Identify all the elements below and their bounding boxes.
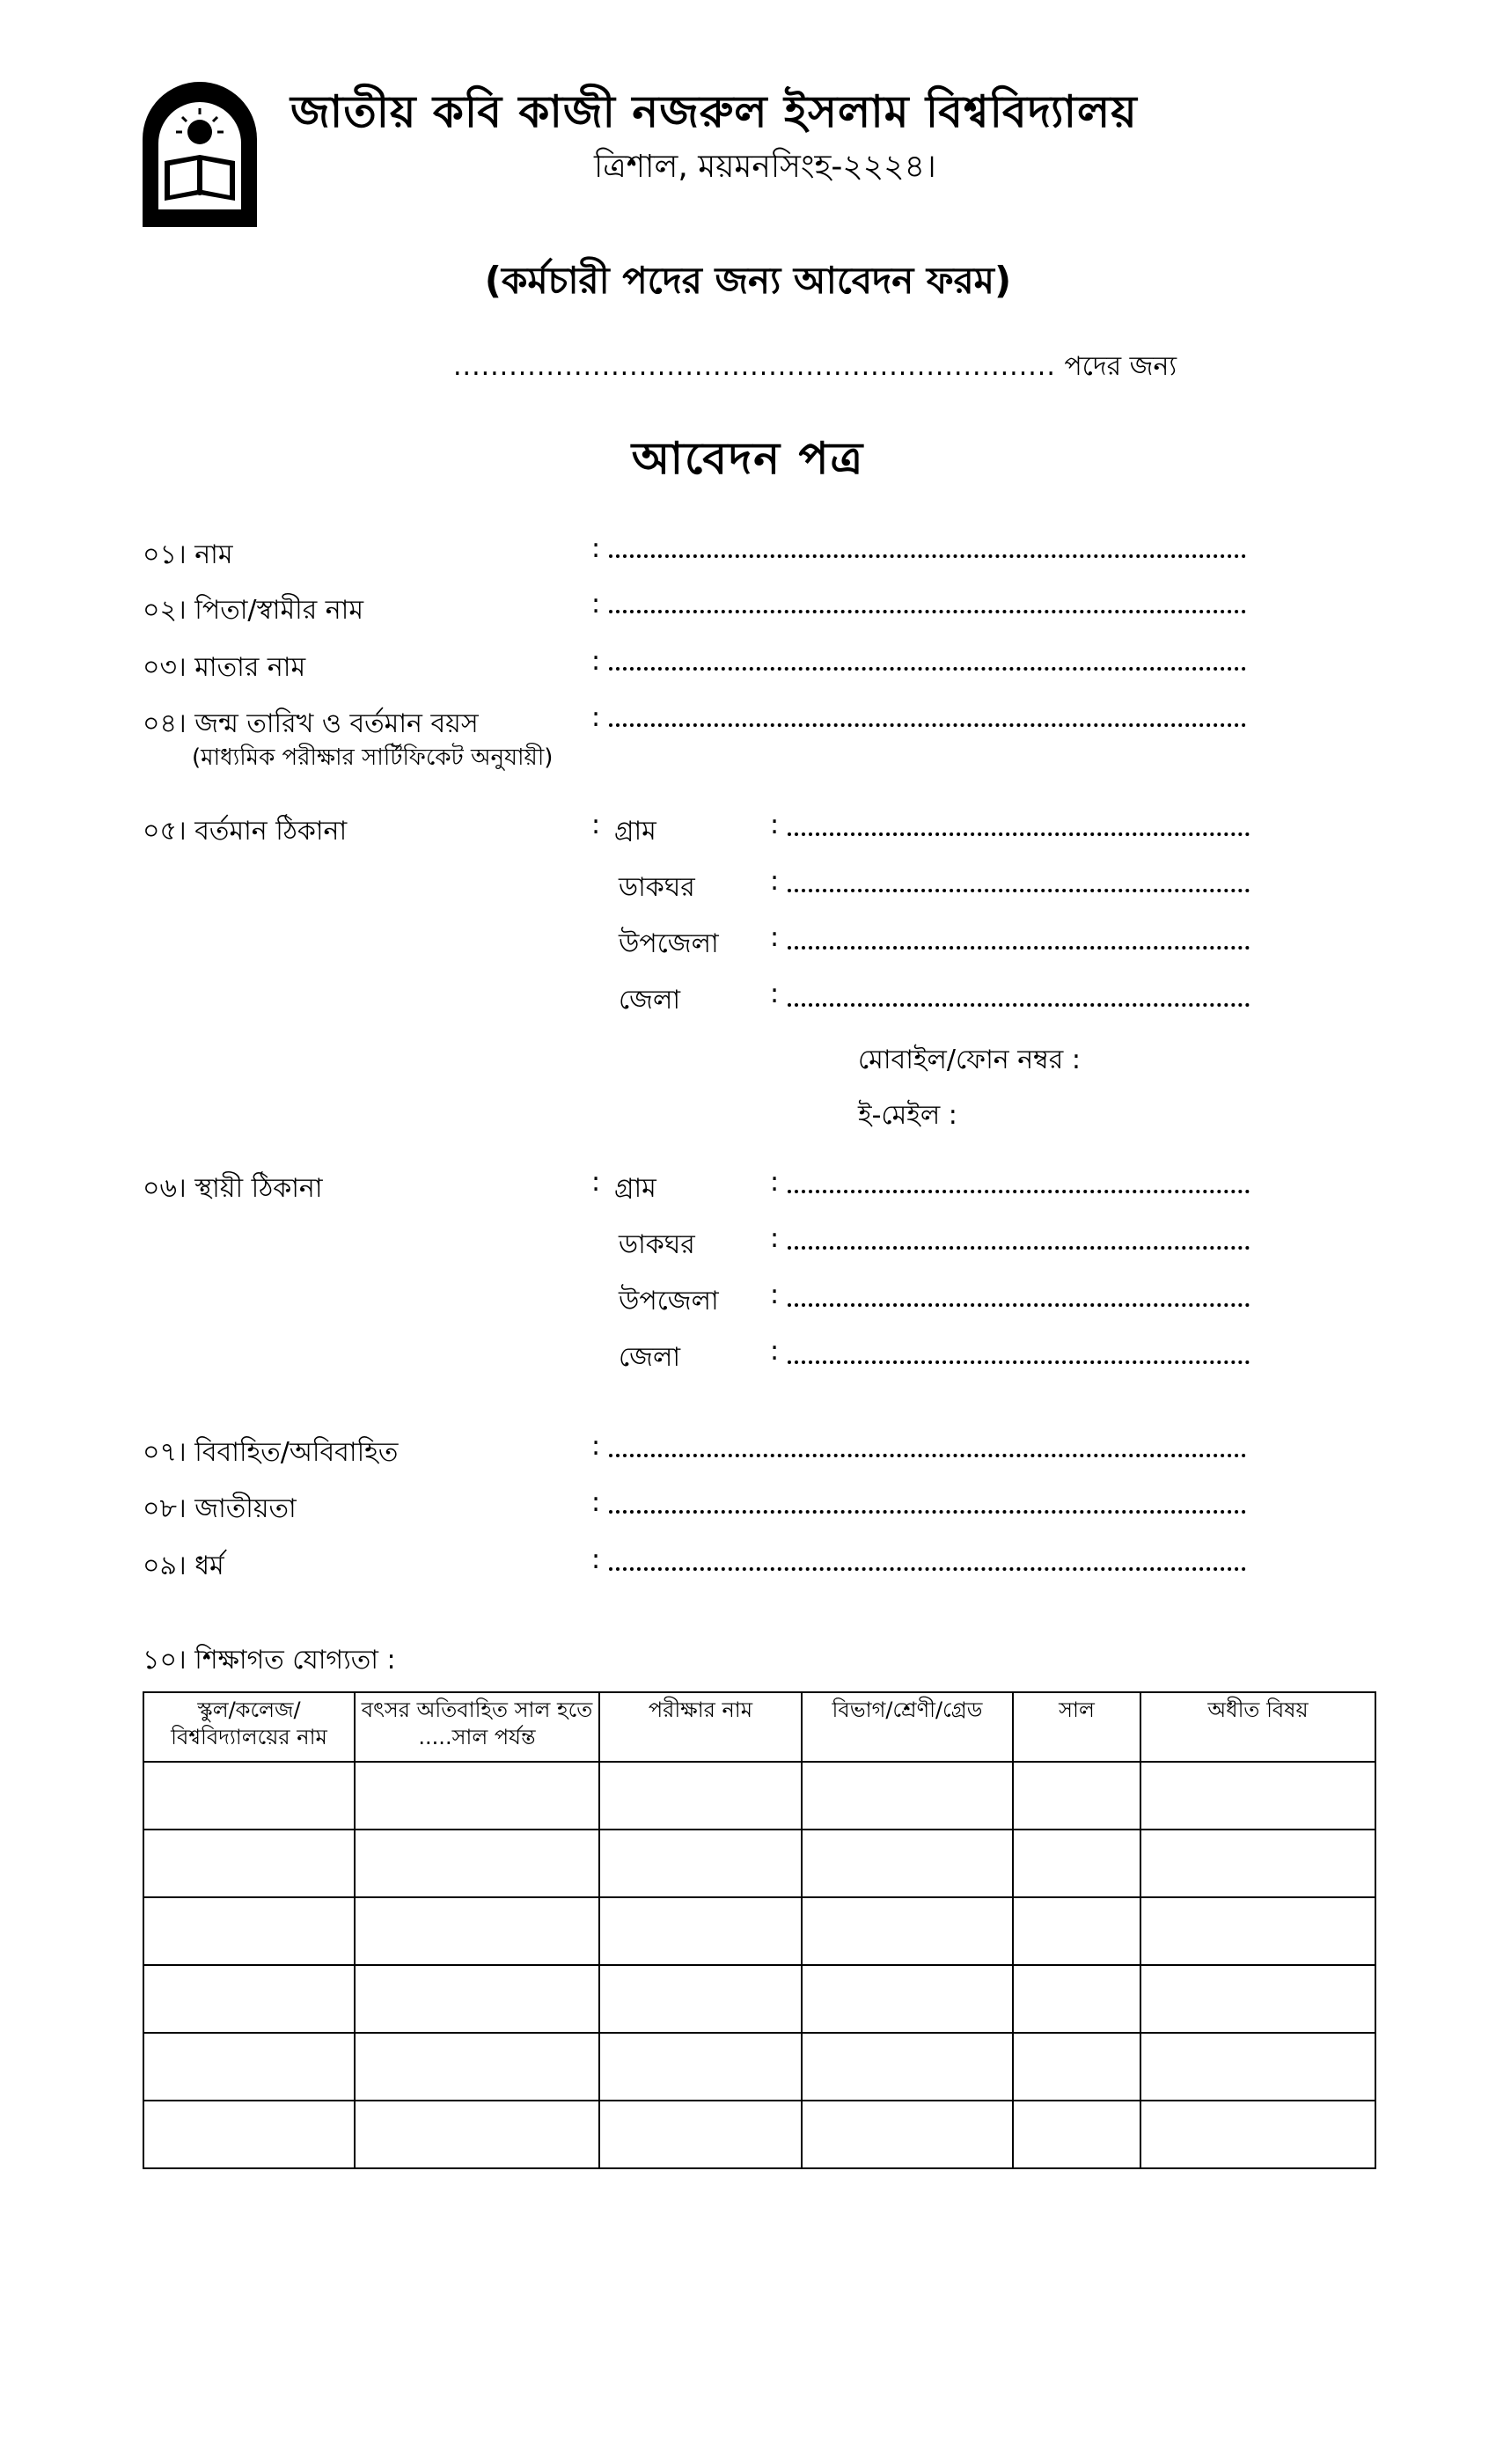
present-post-office-field[interactable]	[788, 889, 1250, 892]
field-label-marital-status: ০৭। বিবাহিত/অবিবাহিত	[143, 1437, 399, 1468]
col-header-institution: স্কুল/কলেজ/বিশ্ববিদ্যালয়ের নাম	[143, 1692, 355, 1762]
table-cell[interactable]	[599, 1762, 802, 1830]
colon: :	[770, 810, 780, 840]
field-label-nationality: ০৮। জাতীয়তা	[143, 1493, 297, 1524]
table-cell[interactable]	[1140, 2101, 1375, 2168]
university-logo	[134, 77, 266, 236]
table-cell[interactable]	[355, 1965, 599, 2033]
table-cell[interactable]	[599, 1830, 802, 1897]
present-post-office-label: ডাকঘর	[619, 872, 695, 903]
table-cell[interactable]	[355, 1830, 599, 1897]
field-label-dob-age: ০৪। জন্ম তারিখ ও বর্তমান বয়স	[143, 708, 479, 739]
colon: :	[591, 533, 601, 564]
post-name-field[interactable]: .................................................................	[453, 351, 1056, 382]
table-cell[interactable]	[1013, 1897, 1140, 1965]
table-cell[interactable]	[1013, 1762, 1140, 1830]
table-cell[interactable]	[143, 1830, 355, 1897]
table-cell[interactable]	[143, 1897, 355, 1965]
present-district-label: জেলা	[619, 985, 681, 1016]
table-cell[interactable]	[1013, 1965, 1140, 2033]
table-cell[interactable]	[143, 1762, 355, 1830]
colon: :	[591, 1487, 601, 1518]
table-cell[interactable]	[355, 1762, 599, 1830]
present-district-field[interactable]	[788, 1003, 1250, 1007]
table-cell[interactable]	[802, 1965, 1013, 2033]
present-village-field[interactable]	[788, 832, 1250, 836]
permanent-upazila-field[interactable]	[788, 1303, 1250, 1307]
field-label-mother: ০৩। মাতার নাম	[143, 652, 306, 683]
table-header-row	[143, 1692, 1375, 1762]
table-cell[interactable]	[1140, 1762, 1375, 1830]
table-cell[interactable]	[1140, 1965, 1375, 2033]
table-row	[143, 2033, 1375, 2101]
table-row	[143, 2101, 1375, 2168]
colon: :	[591, 1431, 601, 1462]
table-cell[interactable]	[143, 1965, 355, 2033]
table-cell[interactable]	[1013, 2033, 1140, 2101]
table-cell[interactable]	[802, 1830, 1013, 1897]
education-table	[143, 1691, 1376, 2169]
name-field[interactable]	[609, 554, 1246, 558]
field-label-name: ০১। নাম	[143, 539, 233, 570]
colon: :	[591, 1167, 601, 1198]
table-row	[143, 1830, 1375, 1897]
colon: :	[770, 1167, 780, 1198]
table-cell[interactable]	[1140, 1897, 1375, 1965]
table-cell[interactable]	[802, 2033, 1013, 2101]
colon: :	[770, 866, 780, 897]
permanent-post-office-field[interactable]	[788, 1246, 1250, 1250]
permanent-upazila-label: উপজেলা	[619, 1286, 719, 1316]
colon: :	[591, 702, 601, 733]
field-label-education: ১০। শিক্ষাগত যোগ্যতা :	[143, 1645, 396, 1676]
university-name: জাতীয় কবি কাজী নজরুল ইসলাম বিশ্ববিদ্যালয়	[290, 86, 1138, 137]
dob-age-field[interactable]	[609, 723, 1246, 727]
table-cell[interactable]	[1013, 1830, 1140, 1897]
colon: :	[770, 979, 780, 1009]
colon: :	[770, 922, 780, 953]
present-upazila-field[interactable]	[788, 946, 1250, 950]
colon: :	[770, 1336, 780, 1367]
table-row	[143, 1897, 1375, 1965]
table-cell[interactable]	[355, 2101, 599, 2168]
field-note-ssc: (মাধ্যমিক পরীক্ষার সার্টিফিকেট অনুযায়ী)	[192, 744, 554, 771]
permanent-post-office-label: ডাকঘর	[619, 1229, 695, 1260]
present-upazila-label: উপজেলা	[619, 928, 719, 959]
field-label-father-husband: ০২। পিতা/স্বামীর নাম	[143, 595, 364, 626]
email-label: ই-মেইল :	[858, 1100, 957, 1131]
marital-status-field[interactable]	[609, 1454, 1246, 1457]
table-cell[interactable]	[355, 1897, 599, 1965]
present-village-label: গ্রাম	[614, 816, 656, 847]
post-name-label: পদের জন্য	[1064, 351, 1177, 382]
field-label-religion: ০৯। ধর্ম	[143, 1551, 224, 1581]
father-husband-name-field[interactable]	[609, 610, 1246, 613]
main-heading: আবেদন পত্র	[631, 433, 865, 484]
table-cell[interactable]	[143, 2033, 355, 2101]
permanent-district-label: জেলা	[619, 1342, 681, 1373]
table-cell[interactable]	[143, 2101, 355, 2168]
table-cell[interactable]	[802, 1897, 1013, 1965]
table-row	[143, 1762, 1375, 1830]
table-cell[interactable]	[599, 2033, 802, 2101]
colon: :	[591, 646, 601, 677]
table-cell[interactable]	[599, 1965, 802, 2033]
table-cell[interactable]	[355, 2033, 599, 2101]
table-cell[interactable]	[1140, 1830, 1375, 1897]
table-row	[143, 1965, 1375, 2033]
religion-field[interactable]	[609, 1567, 1246, 1571]
table-cell[interactable]	[599, 1897, 802, 1965]
form-title: (কর্মচারী পদের জন্য আবেদন ফরম)	[484, 259, 1012, 302]
field-label-present-address: ০৫। বর্তমান ঠিকানা	[143, 816, 348, 847]
col-header-years: বৎসর অতিবাহিত সাল হতে .....সাল পর্যন্ত	[355, 1692, 599, 1762]
field-label-permanent-address: ০৬। স্থায়ী ঠিকানা	[143, 1173, 323, 1204]
colon: :	[591, 810, 601, 840]
mobile-label: মোবাইল/ফোন নম্বর :	[858, 1045, 1081, 1075]
post-name-line	[453, 345, 1177, 390]
table-cell[interactable]	[1140, 2033, 1375, 2101]
col-header-subject: অধীত বিষয়	[1140, 1692, 1375, 1762]
colon: :	[770, 1280, 780, 1310]
col-header-year: সাল	[1013, 1692, 1140, 1762]
table-cell[interactable]	[802, 1762, 1013, 1830]
permanent-district-field[interactable]	[788, 1360, 1250, 1364]
col-header-exam: পরীক্ষার নাম	[599, 1692, 802, 1762]
mother-name-field[interactable]	[609, 667, 1246, 671]
col-header-division: বিভাগ/শ্রেণী/গ্রেড	[802, 1692, 1013, 1762]
permanent-village-label: গ্রাম	[614, 1173, 656, 1204]
table-cell[interactable]	[599, 2101, 802, 2168]
table-cell[interactable]	[802, 2101, 1013, 2168]
colon: :	[770, 1223, 780, 1254]
colon: :	[591, 1544, 601, 1575]
permanent-village-field[interactable]	[788, 1190, 1250, 1193]
colon: :	[591, 589, 601, 620]
table-cell[interactable]	[1013, 2101, 1140, 2168]
university-address: ত্রিশাল, ময়মনসিংহ-২২২৪।	[594, 149, 936, 185]
nationality-field[interactable]	[609, 1510, 1246, 1514]
